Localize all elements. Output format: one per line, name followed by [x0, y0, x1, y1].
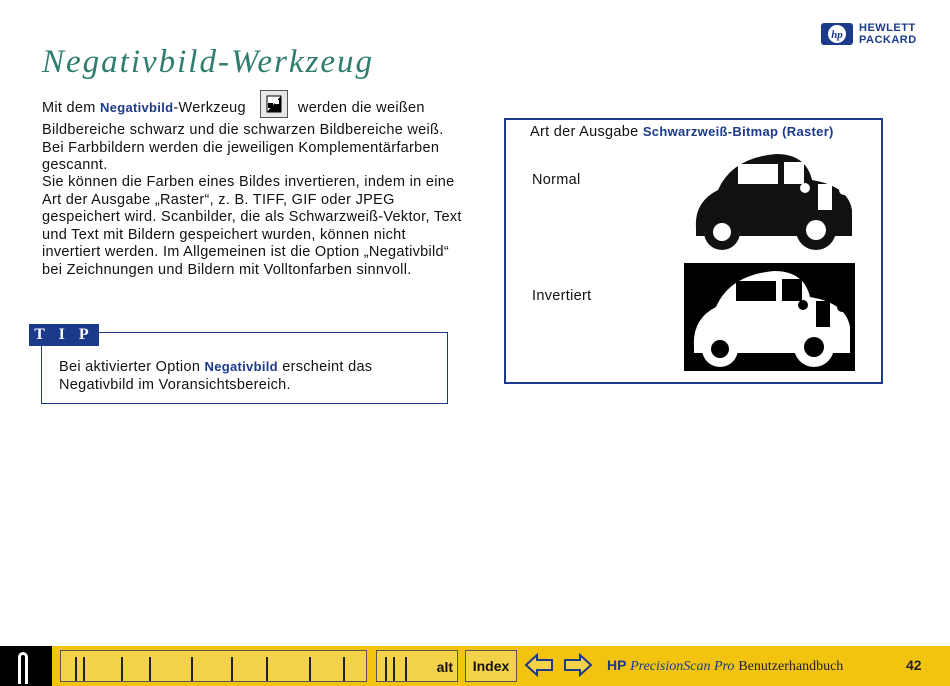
tip-text: Bei aktivierter Option Negativbild erscheint das Negativbild im Voransichtsbereich. — [59, 359, 373, 393]
page-number: 42 — [906, 657, 922, 673]
hp-logo-icon — [820, 22, 854, 46]
tip-label: T I P — [29, 324, 99, 346]
logo-line1: HEWLETT — [859, 22, 916, 34]
figure-heading: Art der Ausgabe Schwarzweiß-Bitmap (Raster) — [530, 124, 834, 140]
label-normal: Normal — [532, 172, 581, 188]
page-title: Negativbild-Werkzeug — [42, 44, 375, 80]
body-paragraph: Sie können die Farben eines Bildes invertieren, indem in eine Art der Ausgabe „Raster“, z. B. TIFF, GIF oder JPEG gespeichert wird. Scanbilder, die als Schwarzweiß-Vektor, Text und Text mit Bildern gespeichert wurden, können nicht invertiert werden. Im Allgemeinen ist die Option „Negativbild“ bei Zeichnungen und Bildern mit Volltonfarben sinnvoll. — [42, 174, 462, 278]
negativbild-tool-icon — [260, 90, 288, 118]
negativbild-term: Negativbild — [100, 99, 174, 115]
tip-term: Negativbild — [204, 359, 278, 374]
car-inverted-image — [684, 263, 855, 371]
footer-inhalt-link[interactable]: alt — [376, 650, 458, 682]
car-normal-image — [688, 150, 856, 253]
svg-text:hp: hp — [831, 29, 843, 41]
intro-paragraph: Mit dem Negativbild-Werkzeug werden die weißen Bildbereiche schwarz und die schwarzen Bildbereiche weiß. Bei Farbbildern werden die jeweiligen Komplementärfarben gescannt. — [42, 94, 462, 175]
logo-line2: PACKARD — [859, 34, 917, 46]
forward-arrow-icon[interactable] — [563, 652, 593, 678]
footer-title: HP PrecisionScan Pro Benutzerhandbuch — [607, 657, 844, 674]
footer-bar — [0, 646, 950, 686]
hp-logo — [820, 22, 917, 46]
footer-back-link[interactable] — [60, 650, 367, 682]
footer-tab-marker — [0, 646, 52, 686]
footer-index-link[interactable]: Index — [465, 650, 517, 682]
back-arrow-icon[interactable] — [524, 652, 554, 678]
label-inverted: Invertiert — [532, 288, 592, 304]
